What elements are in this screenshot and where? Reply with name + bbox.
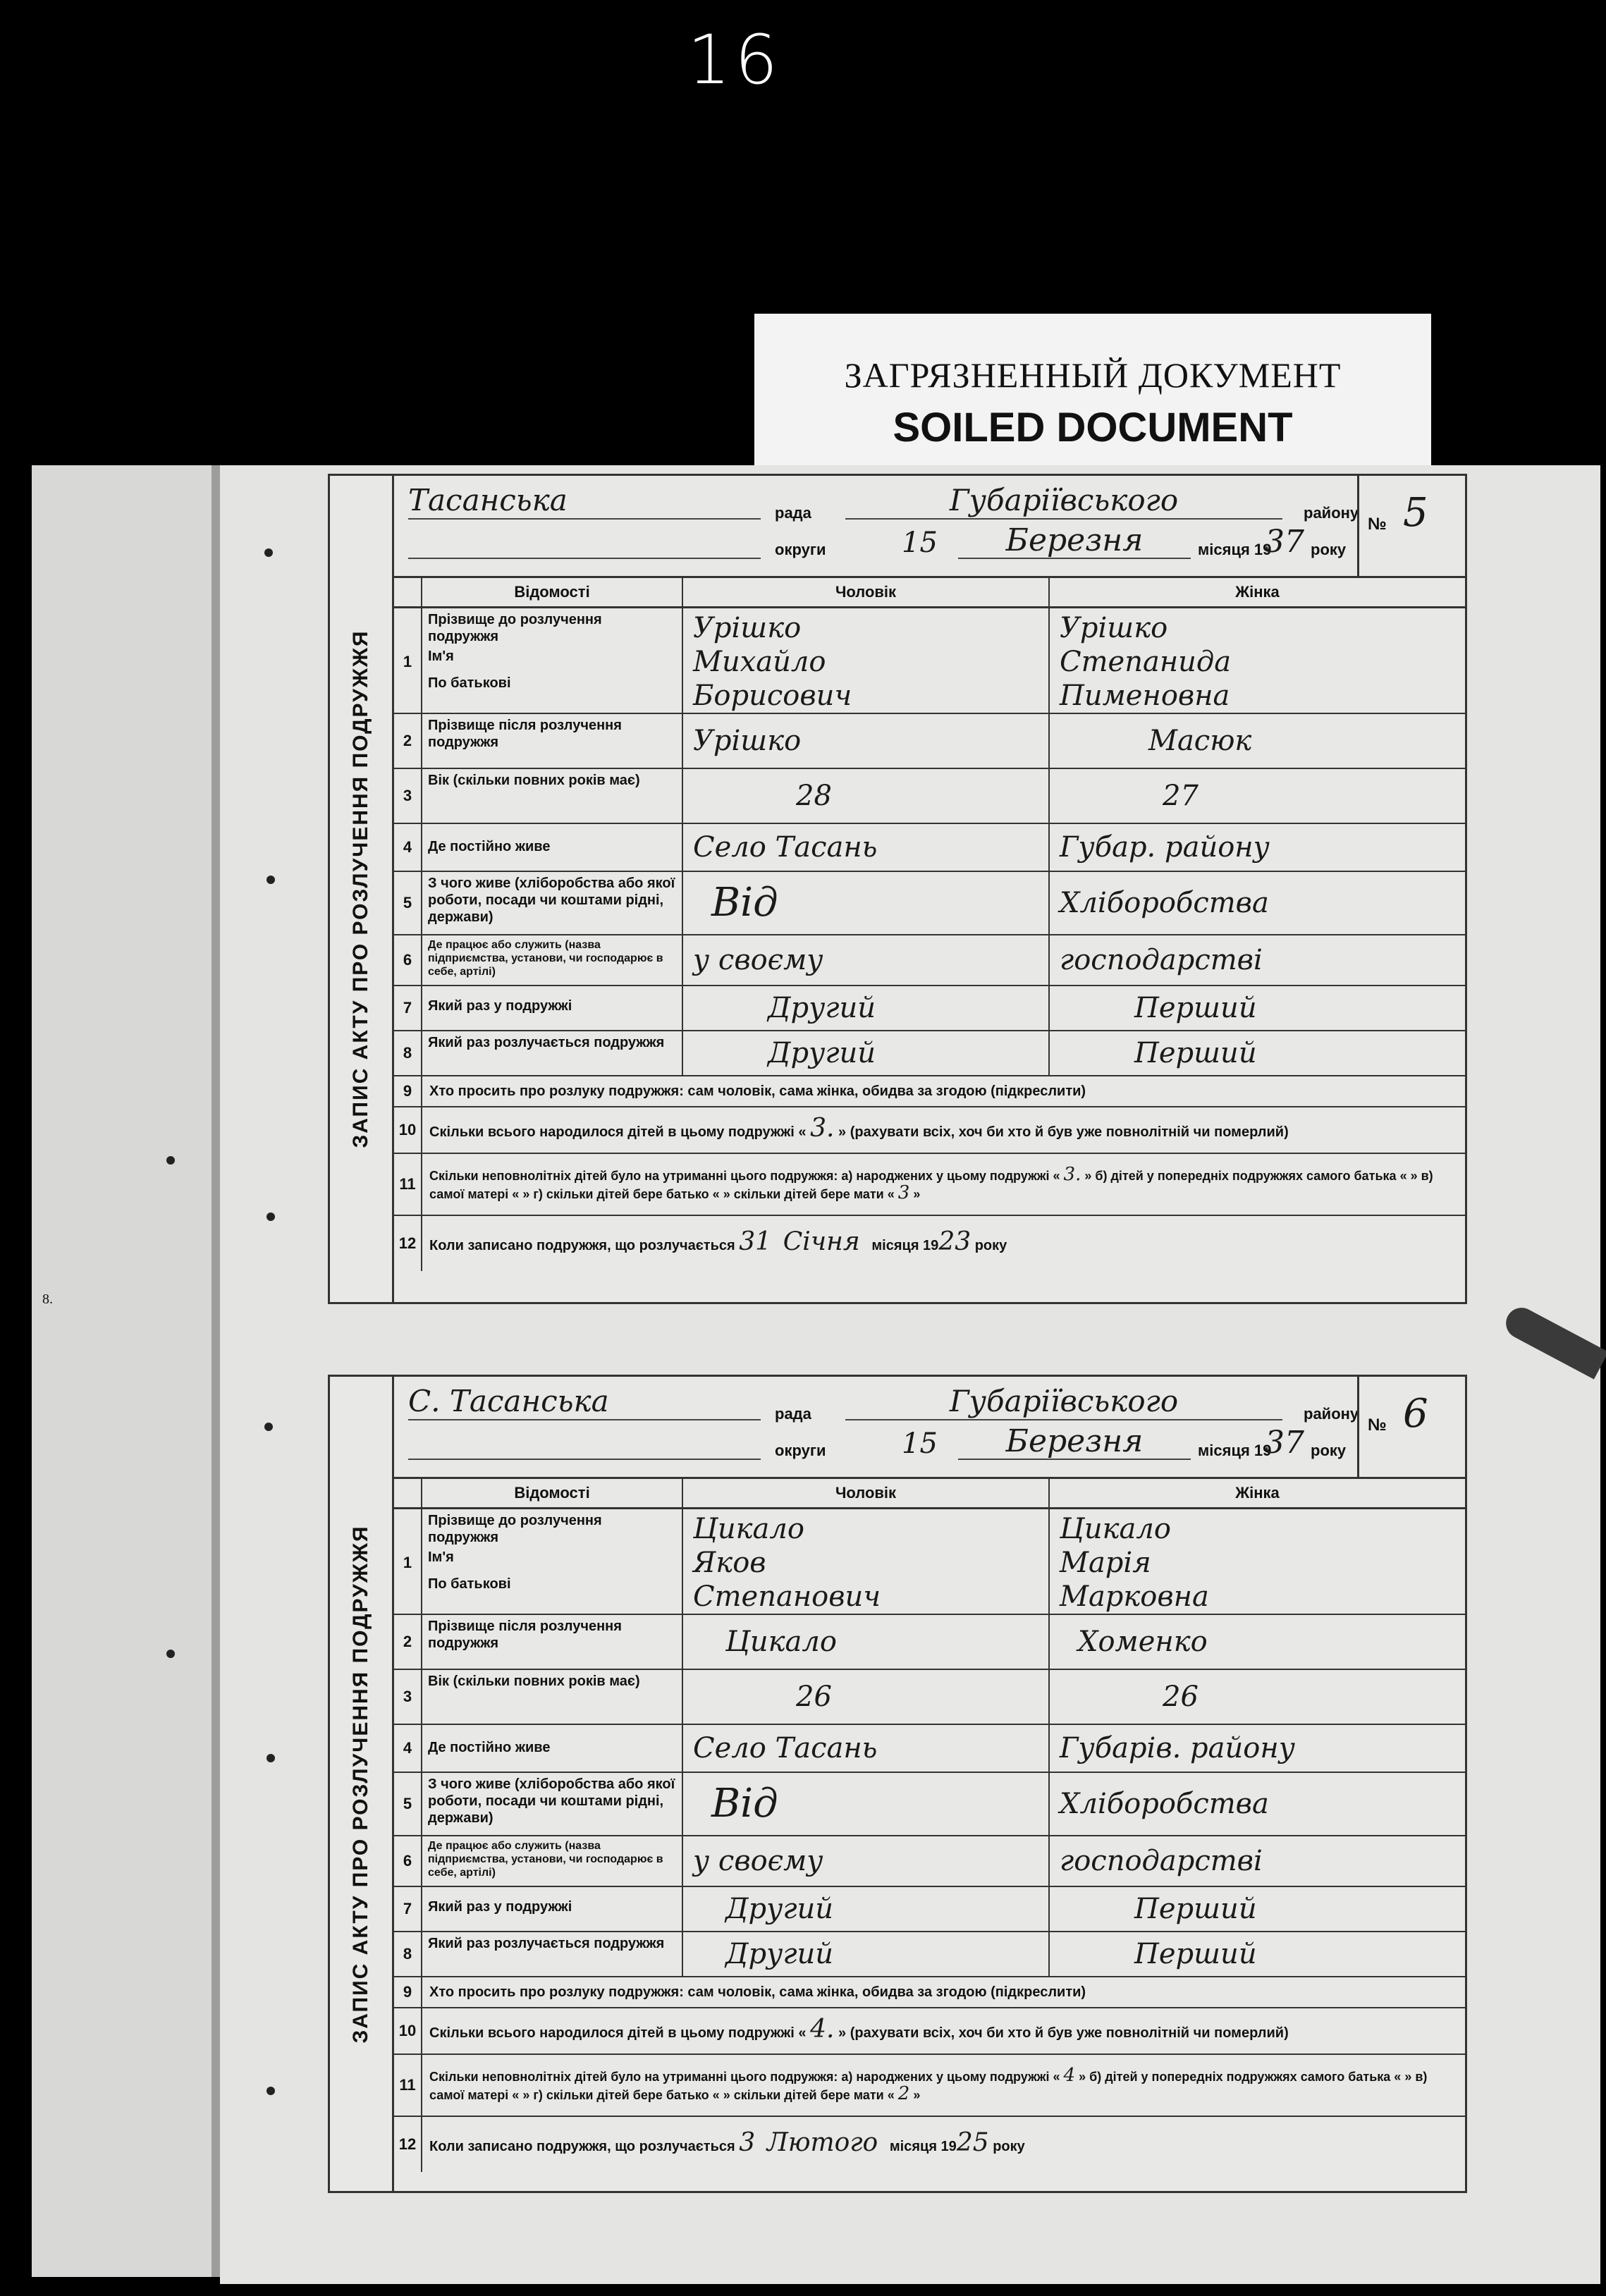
strip-mark: 8. — [42, 1291, 53, 1307]
husband-times-married: Другий — [683, 986, 1050, 1030]
record-header — [394, 1377, 1465, 1479]
row-5: 5 З чого живе (хліборобства або якої роботи, посади чи коштами рідні, держави) Від Хліборобства — [394, 1773, 1465, 1836]
row-10: 10 Скільки всього народилося дітей в цьому подружжі « 4. » (рахувати всіх, хоч би хто й був уже повнолітній чи померлий) — [394, 2008, 1465, 2055]
children-total: 3. — [810, 1113, 835, 1143]
year-label: року — [1311, 1442, 1347, 1459]
husband-times-married: Другий — [683, 1887, 1050, 1931]
husband-residence: Село Тасань — [683, 1725, 1050, 1772]
binding-strip — [32, 465, 215, 2277]
husband-surname-before: Урішко — [693, 612, 802, 644]
wife-residence: Губар. району — [1060, 831, 1270, 864]
row-7: 7 Який раз у подружжі Другий Перший — [394, 986, 1465, 1031]
row-3: 3 Вік (скільки повних років має) 26 26 — [394, 1670, 1465, 1725]
children-mother: 3 — [897, 1182, 910, 1203]
binding-hole-icon — [266, 876, 275, 884]
registered-month: Січня — [783, 1227, 860, 1256]
wife-surname-after: Масюк — [1148, 725, 1252, 757]
stamp-russian: ЗАГРЯЗНЕННЫЙ ДОКУМЕНТ — [844, 355, 1342, 395]
label-livelihood: З чого живе (хліборобства або якої роботи, посади чи коштами рідні, держави) — [422, 872, 683, 934]
number-prefix: № — [1368, 1416, 1387, 1435]
stamp-english: SOILED DOCUMENT — [893, 405, 1293, 450]
day-value: 15 — [902, 527, 938, 559]
record-header — [394, 476, 1465, 578]
wife-times-married: Перший — [1134, 1893, 1257, 1925]
record-number: 6 — [1403, 1391, 1428, 1437]
wife-age: 27 — [1163, 780, 1199, 812]
husband-times-divorced: Другий — [683, 1932, 1050, 1976]
label-name: Ім'я — [428, 649, 454, 664]
raion-label: району — [1304, 504, 1359, 522]
wife-residence: Губарів. району — [1060, 1732, 1295, 1764]
month-value: Березня — [958, 522, 1191, 559]
binding-hole-icon — [266, 2087, 275, 2095]
col-vidomosti: Відомості — [422, 578, 683, 606]
column-headers — [394, 578, 1465, 608]
row-4: 4 Де постійно живе Село Тасань Губар. району — [394, 824, 1465, 872]
registered-day: 31 — [739, 1227, 772, 1256]
wife-patronymic: Марковна — [1060, 1580, 1209, 1613]
label-times-married: Який раз у подружжі — [422, 986, 683, 1030]
record-number-box — [1357, 1377, 1465, 1477]
label-surname-before: Прізвище до розлучення подружжя — [428, 1513, 602, 1545]
wife-workplace: господарстві — [1060, 1845, 1263, 1877]
vertical-title: ЗАПИС АКТУ ПРО РОЗЛУЧЕННЯ ПОДРУЖЖЯ — [330, 476, 394, 1302]
record-body — [394, 1377, 1465, 2191]
row-8: 8 Який раз розлучається подружжя Другий Перший — [394, 1031, 1465, 1076]
husband-age: 28 — [683, 769, 1050, 823]
row-12: 12 Коли записано подружжя, що розлучається 3 Лютого місяця 1925 року — [394, 2117, 1465, 2172]
rada-value: Тасанська — [408, 483, 761, 520]
okruhy-line — [408, 522, 761, 559]
col-husband: Чоловік — [683, 578, 1050, 606]
row-11: 11 Скільки неповнолітніх дітей було на утриманні цього подружжя: а) народжених у цьому подружжі « 3. » б) дітей у попередніх подружжях самого батька « » в) самої матері « » г) скільки дітей бере батько « » скільки дітей бере мати « 3 » — [394, 1154, 1465, 1216]
label-times-divorced: Який раз розлучається подружжя — [422, 1932, 683, 1976]
registered-year: 25 — [956, 2128, 989, 2157]
month-label: місяця 19 — [1198, 541, 1272, 558]
row-5: 5 З чого живе (хліборобства або якої роботи, посади чи коштами рідні, держави) Від Хліборобства — [394, 872, 1465, 935]
okruhy-label: округи — [775, 1442, 826, 1459]
rada-label: рада — [775, 504, 811, 522]
okruhy-line — [408, 1423, 761, 1460]
month-value: Березня — [958, 1423, 1191, 1460]
label-patronymic: По батькові — [428, 1576, 511, 1592]
row-6: 6 Де працює або служить (назва підприємства, установи, чи господарює в себе, артілі) у своєму господарстві — [394, 935, 1465, 986]
husband-patronymic: Степанович — [693, 1580, 881, 1613]
wife-name: Марія — [1060, 1547, 1151, 1579]
row-7: 7 Який раз у подружжі Другий Перший — [394, 1887, 1465, 1932]
raion-label: району — [1304, 1405, 1359, 1423]
label-who-requests: Хто просить про розлуку подружжя: сам чоловік, сама жінка, обидва за згодою (підкреслити) — [429, 1083, 1086, 1099]
col-wife: Жінка — [1235, 1484, 1280, 1502]
registered-day: 3 — [739, 2128, 756, 2157]
year-value: 37 — [1265, 1425, 1304, 1461]
row-9: 9 Хто просить про розлуку подружжя: сам чоловік, сама жінка, обидва за згодою (підкреслити) — [394, 1076, 1465, 1107]
label-workplace: Де працює або служить (назва підприємства, установи, чи господарює в себе, артілі) — [422, 1836, 683, 1886]
folio-number: 16 — [687, 20, 783, 99]
number-prefix: № — [1368, 515, 1387, 534]
day-value: 15 — [902, 1428, 938, 1460]
binding-hole-icon — [166, 1650, 175, 1658]
binding-hole-icon — [264, 1423, 273, 1431]
husband-surname-after: Урішко — [683, 714, 1050, 768]
wife-workplace: господарстві — [1060, 944, 1263, 976]
husband-name: Михайло — [693, 646, 826, 678]
rada-value: С. Тасанська — [408, 1384, 761, 1420]
row-1: 1 Прізвище до розлучення подружжя Ім'я По батькові Урішко Михайло Борисович Урішко Степанида Пименовна — [394, 608, 1465, 714]
year-value: 37 — [1265, 524, 1304, 560]
wife-surname-before: Урішко — [1060, 612, 1168, 644]
binding-hole-icon — [166, 1156, 175, 1165]
row-6: 6 Де працює або служить (назва підприємства, установи, чи господарює в себе, артілі) у своєму господарстві — [394, 1836, 1465, 1887]
wife-surname-after: Хоменко — [1078, 1626, 1208, 1658]
label-times-divorced: Який раз розлучається подружжя — [422, 1031, 683, 1075]
husband-residence: Село Тасань — [683, 824, 1050, 871]
column-headers — [394, 1479, 1465, 1509]
vertical-title: ЗАПИС АКТУ ПРО РОЗЛУЧЕННЯ ПОДРУЖЖЯ — [330, 1377, 394, 2191]
label-surname-before: Прізвище до розлучення подружжя — [428, 612, 602, 644]
husband-workplace: у своєму — [683, 1836, 1050, 1886]
col-husband: Чоловік — [683, 1479, 1050, 1507]
children-total: 4. — [810, 2014, 835, 2044]
divorce-record-1 — [328, 474, 1467, 1304]
husband-age: 26 — [683, 1670, 1050, 1724]
row-1: 1 Прізвище до розлучення подружжя Ім'я По батькові Цикало Яков Степанович Цикало Марія Марковна — [394, 1509, 1465, 1615]
label-name: Ім'я — [428, 1549, 454, 1565]
divorce-record-2 — [328, 1375, 1467, 2193]
label-residence: Де постійно живе — [422, 824, 683, 871]
rada-label: рада — [775, 1405, 811, 1423]
raion-value: Губаріївського — [845, 483, 1282, 520]
row-10: 10 Скільки всього народилося дітей в цьому подружжі « 3. » (рахувати всіх, хоч би хто й був уже повнолітній чи померлий) — [394, 1107, 1465, 1154]
label-workplace: Де працює або служить (назва підприємства, установи, чи господарює в себе, артілі) — [422, 935, 683, 985]
wife-patronymic: Пименовна — [1060, 680, 1230, 712]
husband-livelihood: Від — [683, 1773, 1050, 1835]
children-minor: 3. — [1063, 1164, 1081, 1185]
binding-hole-icon — [266, 1213, 275, 1221]
wife-times-married: Перший — [1134, 992, 1257, 1024]
husband-times-divorced: Другий — [683, 1031, 1050, 1075]
label-residence: Де постійно живе — [422, 1725, 683, 1772]
wife-surname-before: Цикало — [1060, 1513, 1171, 1545]
wife-times-divorced: Перший — [1134, 1037, 1257, 1069]
wife-livelihood: Хліборобства — [1060, 1788, 1269, 1820]
year-label: року — [1311, 541, 1347, 558]
husband-surname-before: Цикало — [693, 1513, 804, 1545]
record-number: 5 — [1403, 490, 1428, 536]
row-2: 2 Прізвище після розлучення подружжя Урішко Масюк — [394, 714, 1465, 769]
wife-age: 26 — [1163, 1681, 1199, 1713]
binding-strip-edge — [212, 465, 220, 2277]
row-9: 9 Хто просить про розлуку подружжя: сам чоловік, сама жінка, обидва за згодою (підкреслити) — [394, 1977, 1465, 2008]
label-surname-after: Прізвище після розлучення подружжя — [422, 1615, 683, 1669]
husband-surname-after: Цикало — [683, 1615, 1050, 1669]
binding-hole-icon — [266, 1754, 275, 1762]
record-body — [394, 476, 1465, 1302]
label-times-married: Який раз у подружжі — [422, 1887, 683, 1931]
row-11: 11 Скільки неповнолітніх дітей було на утриманні цього подружжя: а) народжених у цьому подружжі « 4 » б) дітей у попередніх подружжях самого батька « » в) самої матері « » г) скільки дітей бере батько « » скільки дітей бере мати « 2 » — [394, 2055, 1465, 2117]
raion-value: Губаріївського — [845, 1384, 1282, 1420]
col-vidomosti: Відомості — [422, 1479, 683, 1507]
label-surname-after: Прізвище після розлучення подружжя — [422, 714, 683, 768]
row-3: 3 Вік (скільки повних років має) 28 27 — [394, 769, 1465, 824]
binding-hole-icon — [264, 548, 273, 557]
husband-workplace: у своєму — [683, 935, 1050, 985]
col-wife: Жінка — [1235, 583, 1280, 601]
wife-times-divorced: Перший — [1134, 1938, 1257, 1970]
label-livelihood: З чого живе (хліборобства або якої роботи, посади чи коштами рідні, держави) — [422, 1773, 683, 1835]
children-minor: 4 — [1063, 2065, 1076, 2086]
label-who-requests: Хто просить про розлуку подружжя: сам чоловік, сама жінка, обидва за згодою (підкреслити) — [429, 1984, 1086, 2000]
registered-year: 23 — [938, 1227, 971, 1256]
wife-livelihood: Хліборобства — [1060, 887, 1269, 919]
children-mother: 2 — [897, 2083, 910, 2104]
row-8: 8 Який раз розлучається подружжя Другий Перший — [394, 1932, 1465, 1977]
row-2: 2 Прізвище після розлучення подружжя Цикало Хоменко — [394, 1615, 1465, 1670]
husband-livelihood: Від — [683, 872, 1050, 934]
registered-month: Лютого — [766, 2128, 878, 2157]
row-12: 12 Коли записано подружжя, що розлучається 31 Січня місяця 1923 року — [394, 1216, 1465, 1271]
month-label: місяця 19 — [1198, 1442, 1272, 1459]
row-4: 4 Де постійно живе Село Тасань Губарів. району — [394, 1725, 1465, 1773]
record-number-box — [1357, 476, 1465, 576]
label-patronymic: По батькові — [428, 675, 511, 691]
label-age: Вік (скільки повних років має) — [422, 1670, 683, 1724]
soiled-document-stamp — [754, 314, 1431, 483]
husband-name: Яков — [693, 1547, 766, 1579]
wife-name: Степанида — [1060, 646, 1232, 678]
label-age: Вік (скільки повних років має) — [422, 769, 683, 823]
okruhy-label: округи — [775, 541, 826, 558]
husband-patronymic: Борисович — [693, 680, 852, 712]
